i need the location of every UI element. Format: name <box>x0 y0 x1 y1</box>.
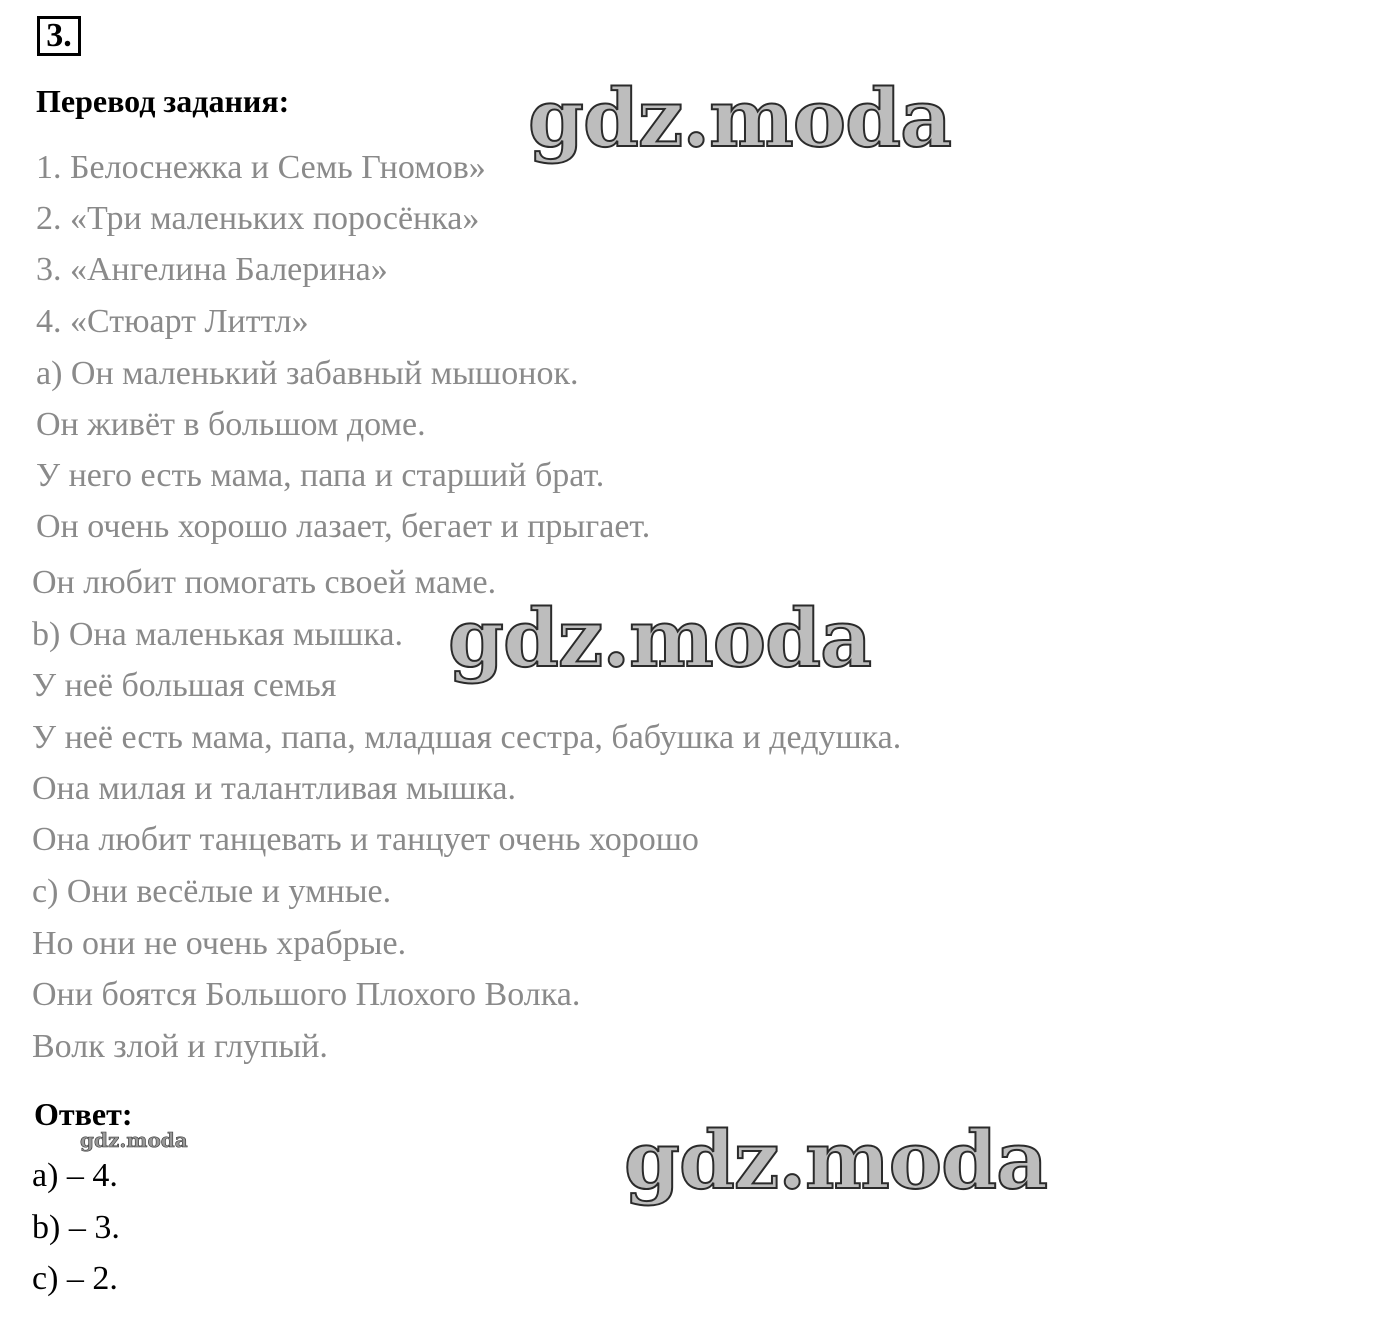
answer-line: a) – 4. <box>32 1157 118 1194</box>
translation-line: Он очень хорошо лазает, бегает и прыгает. <box>36 508 651 545</box>
translation-line: Она милая и талантливая мышка. <box>32 770 517 807</box>
answer-line: c) – 2. <box>32 1260 118 1297</box>
task-number-box: 3. <box>37 16 81 56</box>
translation-heading: Перевод задания: <box>36 83 290 119</box>
translation-line: Она любит танцевать и танцует очень хорошо <box>32 821 699 858</box>
translation-line: Но они не очень храбрые. <box>32 925 407 962</box>
watermark-logo: gdz.moda <box>528 71 951 165</box>
translation-line: Они боятся Большого Плохого Волка. <box>32 976 581 1013</box>
translation-line: 2. «Три маленьких поросёнка» <box>36 200 480 237</box>
translation-line: Он живёт в большом доме. <box>36 406 426 443</box>
answer-line: b) – 3. <box>32 1209 120 1246</box>
answer-heading: Ответ: <box>34 1096 133 1132</box>
translation-line: Он любит помогать своей маме. <box>32 564 497 601</box>
watermark-logo: gdz.moda <box>80 1128 188 1152</box>
translation-line: b) Она маленькая мышка. <box>32 616 403 653</box>
translation-line: c) Они весёлые и умные. <box>32 873 392 910</box>
watermark-logo: gdz.moda <box>624 1113 1047 1207</box>
translation-line: 4. «Стюарт Литтл» <box>36 303 309 340</box>
translation-line: У него есть мама, папа и старший брат. <box>36 457 605 494</box>
translation-line: 1. Белоснежка и Семь Гномов» <box>36 149 486 186</box>
translation-line: Волк злой и глупый. <box>32 1028 328 1065</box>
translation-line: У неё большая семья <box>32 667 337 704</box>
watermark-logo: gdz.moda <box>448 591 871 685</box>
translation-line: У неё есть мама, папа, младшая сестра, бабушка и дедушка. <box>32 719 902 756</box>
translation-line: 3. «Ангелина Балерина» <box>36 251 388 288</box>
translation-line: a) Он маленький забавный мышонок. <box>36 355 579 392</box>
